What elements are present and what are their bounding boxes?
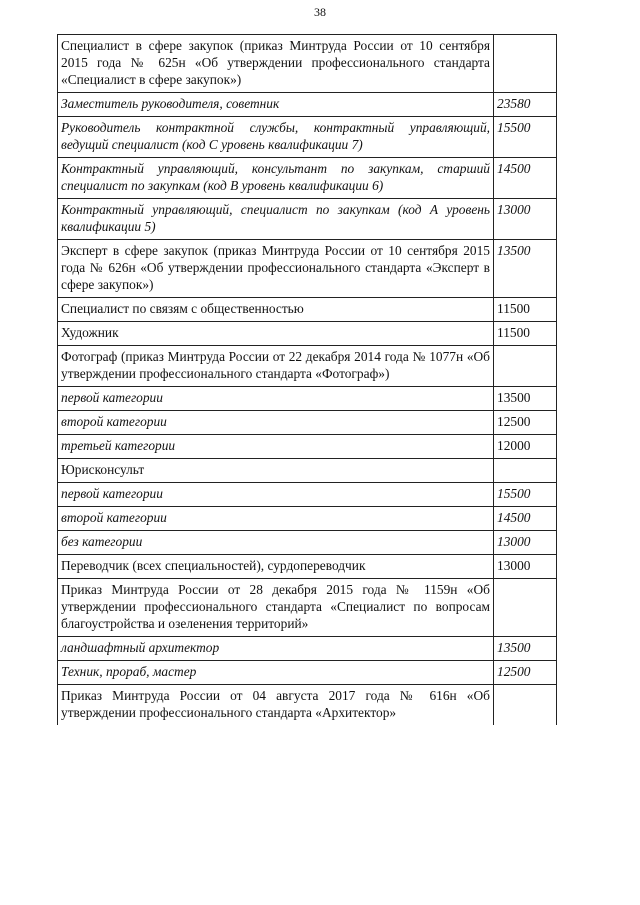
salary-value-cell: 15500 bbox=[494, 117, 557, 158]
salary-value-cell: 15500 bbox=[494, 483, 557, 507]
salary-value-cell: 11500 bbox=[494, 298, 557, 322]
position-name-cell: второй категории bbox=[58, 507, 494, 531]
position-name-cell: Техник, прораб, мастер bbox=[58, 661, 494, 685]
salary-value-cell bbox=[494, 346, 557, 387]
table-row bbox=[58, 35, 557, 93]
page-number: 38 bbox=[314, 5, 326, 19]
table-row bbox=[58, 637, 557, 661]
salary-value-cell: 13500 bbox=[494, 240, 557, 298]
salary-value-cell: 13500 bbox=[494, 637, 557, 661]
position-name-cell: Специалист в сфере закупок (приказ Минтруда России от 10 сентября 2015 года № 625н «Об утверждении профессионального стандарта «Специалист в сфере закупок») bbox=[58, 35, 494, 93]
salary-value-cell: 13000 bbox=[494, 555, 557, 579]
table-row bbox=[58, 483, 557, 507]
table-row bbox=[58, 661, 557, 685]
table-row bbox=[58, 298, 557, 322]
table-row bbox=[58, 346, 557, 387]
position-name-cell: Фотограф (приказ Минтруда России от 22 декабря 2014 года № 1077н «Об утверждении профессионального стандарта «Фотограф») bbox=[58, 346, 494, 387]
table-row bbox=[58, 93, 557, 117]
position-name-cell: третьей категории bbox=[58, 435, 494, 459]
salary-value-cell: 14500 bbox=[494, 507, 557, 531]
position-name-cell: Руководитель контрактной службы, контрактный управляющий, ведущий специалист (код С уровень квалификации 7) bbox=[58, 117, 494, 158]
salary-value-cell bbox=[494, 459, 557, 483]
table-row bbox=[58, 531, 557, 555]
position-name-cell: первой категории bbox=[58, 483, 494, 507]
position-name-cell: ландшафтный архитектор bbox=[58, 637, 494, 661]
salary-value-cell: 12500 bbox=[494, 661, 557, 685]
table-row bbox=[58, 158, 557, 199]
table-row bbox=[58, 387, 557, 411]
salary-value-cell bbox=[494, 35, 557, 93]
salary-value-cell: 13000 bbox=[494, 199, 557, 240]
table-row bbox=[58, 199, 557, 240]
salary-value-cell: 14500 bbox=[494, 158, 557, 199]
position-name-cell: Контрактный управляющий, консультант по закупкам, старший специалист по закупкам (код В уровень квалификации 6) bbox=[58, 158, 494, 199]
salary-value-cell bbox=[494, 685, 557, 726]
salary-value-cell: 11500 bbox=[494, 322, 557, 346]
table-row bbox=[58, 117, 557, 158]
position-name-cell: второй категории bbox=[58, 411, 494, 435]
position-name-cell: Приказ Минтруда России от 04 августа 2017 года № 616н «Об утверждении профессионального стандарта «Архитектор» bbox=[58, 685, 494, 726]
position-name-cell: Контрактный управляющий, специалист по закупкам (код А уровень квалификации 5) bbox=[58, 199, 494, 240]
salary-value-cell: 12000 bbox=[494, 435, 557, 459]
position-name-cell: Юрисконсульт bbox=[58, 459, 494, 483]
position-name-cell: Специалист по связям с общественностью bbox=[58, 298, 494, 322]
position-name-cell: Приказ Минтруда России от 28 декабря 2015 года № 1159н «Об утверждении профессионального стандарта «Специалист по вопросам благоустройства и озеленения территорий» bbox=[58, 579, 494, 637]
position-name-cell: Эксперт в сфере закупок (приказ Минтруда России от 10 сентября 2015 года № 626н «Об утверждении профессионального стандарта «Эксперт в сфере закупок») bbox=[58, 240, 494, 298]
table-row bbox=[58, 322, 557, 346]
position-name-cell: Заместитель руководителя, советник bbox=[58, 93, 494, 117]
salary-value-cell: 23580 bbox=[494, 93, 557, 117]
salary-value-cell: 12500 bbox=[494, 411, 557, 435]
position-name-cell: Переводчик (всех специальностей), сурдопереводчик bbox=[58, 555, 494, 579]
salary-table bbox=[57, 34, 557, 725]
table-row bbox=[58, 411, 557, 435]
table-row bbox=[58, 555, 557, 579]
table-row bbox=[58, 435, 557, 459]
salary-value-cell bbox=[494, 579, 557, 637]
table-row bbox=[58, 685, 557, 726]
position-name-cell: первой категории bbox=[58, 387, 494, 411]
table-row bbox=[58, 579, 557, 637]
salary-value-cell: 13500 bbox=[494, 387, 557, 411]
salary-table-body bbox=[58, 35, 557, 726]
salary-value-cell: 13000 bbox=[494, 531, 557, 555]
position-name-cell: Художник bbox=[58, 322, 494, 346]
position-name-cell: без категории bbox=[58, 531, 494, 555]
table-row bbox=[58, 459, 557, 483]
table-row bbox=[58, 240, 557, 298]
table-row bbox=[58, 507, 557, 531]
